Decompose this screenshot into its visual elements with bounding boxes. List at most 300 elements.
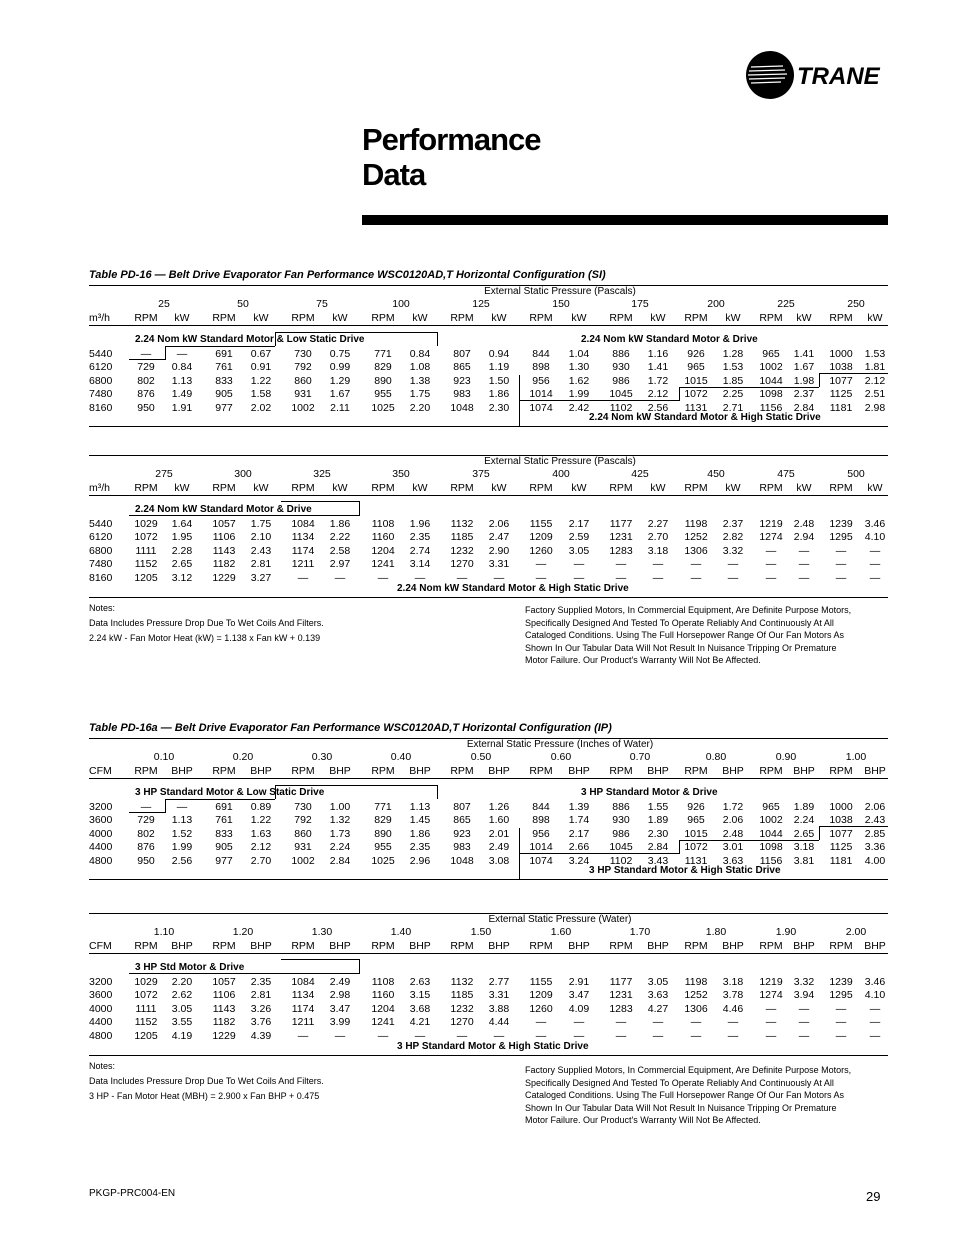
table-cell: 1295 <box>829 531 853 543</box>
table-cell: 1125 <box>829 841 853 853</box>
table-cell: 1155 <box>529 976 553 988</box>
airflow-value: 6800 <box>89 545 113 557</box>
table-cell: 1102 <box>609 402 633 414</box>
table-cell: — <box>798 545 810 557</box>
table-cell: 1.67 <box>329 388 351 400</box>
table-cell: — <box>456 1030 468 1042</box>
airflow-value: 4400 <box>89 841 113 853</box>
table-cell: 930 <box>612 814 630 826</box>
table-cell: 1.89 <box>793 801 815 813</box>
column-header: kW <box>332 482 348 494</box>
title-rule <box>362 215 888 225</box>
table-cell: 2.58 <box>329 545 351 557</box>
table-cell: 1.86 <box>488 388 510 400</box>
column-header: kW <box>412 312 428 324</box>
table-cell: 3.18 <box>647 545 669 557</box>
column-header: BHP <box>488 765 510 777</box>
table-cell: 1219 <box>759 976 783 988</box>
table-cell: 1231 <box>609 989 633 1001</box>
column-header: BHP <box>568 940 590 952</box>
table-cell: 3.47 <box>568 989 590 1001</box>
table-cell: 1077 <box>829 375 853 387</box>
table-cell: 1270 <box>450 558 474 570</box>
column-header: BHP <box>250 940 272 952</box>
column-header: RPM <box>759 312 783 324</box>
table-cell: 876 <box>137 388 155 400</box>
table-cell: 2.56 <box>647 402 669 414</box>
table-cell: 1.13 <box>409 801 431 813</box>
note-line: 2.24 kW - Fan Motor Heat (kW) = 1.138 x Fan kW + 0.139 <box>89 633 321 643</box>
table-cell: 1181 <box>829 402 853 414</box>
pressure-header: 0.40 <box>390 751 412 763</box>
table-cell: 860 <box>294 828 312 840</box>
pressure-header: 0.20 <box>232 751 254 763</box>
table-cell: 2.91 <box>568 976 590 988</box>
airflow-value: 3200 <box>89 976 113 988</box>
table-cell: 2.17 <box>568 828 590 840</box>
header-rule <box>89 325 888 326</box>
pressure-header: 450 <box>707 468 725 480</box>
table-cell: 1198 <box>684 976 708 988</box>
table-cell: 950 <box>137 855 155 867</box>
table-cell: — <box>652 1030 664 1042</box>
table-cell: — <box>615 558 627 570</box>
table-cell: 1106 <box>212 989 236 1001</box>
table-cell: 876 <box>137 841 155 853</box>
table-cell: 3.36 <box>864 841 886 853</box>
table-cell: 2.47 <box>488 531 510 543</box>
table-cell: 0.94 <box>488 348 510 360</box>
table-cell: 1306 <box>684 545 708 557</box>
table-cell: — <box>869 1003 881 1015</box>
column-header: kW <box>174 312 190 324</box>
table-cell: 1.55 <box>647 801 669 813</box>
column-header: RPM <box>134 940 158 952</box>
airflow-value: 8160 <box>89 402 113 414</box>
table-cell: — <box>727 1030 739 1042</box>
esp-label: External Static Pressure (Water) <box>488 914 632 925</box>
table-cell: 930 <box>612 361 630 373</box>
table-cell: — <box>493 1030 505 1042</box>
pressure-header: 175 <box>631 298 649 310</box>
table-cell: 1025 <box>371 855 395 867</box>
table-cell: 1205 <box>134 1030 158 1042</box>
footer-page-number: 29 <box>866 1189 881 1204</box>
column-header: kW <box>491 312 507 324</box>
table-cell: 730 <box>294 348 312 360</box>
pressure-header: 75 <box>316 298 328 310</box>
table-cell: 1204 <box>371 545 395 557</box>
table-cell: 1045 <box>609 388 633 400</box>
table-cell: 3.43 <box>647 855 669 867</box>
table-cell: 1174 <box>291 545 315 557</box>
table-cell: 1106 <box>212 531 236 543</box>
table-cell: 1.86 <box>409 828 431 840</box>
table-cell: — <box>573 572 585 584</box>
table-bottom-rule <box>89 879 888 880</box>
table-cell: 3.94 <box>793 989 815 1001</box>
table-cell: 1.98 <box>793 375 815 387</box>
table-cell: 886 <box>612 348 630 360</box>
table-cell: 1260 <box>529 545 553 557</box>
drive-boundary <box>359 501 360 516</box>
column-header: RPM <box>609 312 633 324</box>
table-cell: — <box>690 572 702 584</box>
table-cell: 1.96 <box>409 518 431 530</box>
table-cell: 4.10 <box>864 989 886 1001</box>
note-line: Data Includes Pressure Drop Due To Wet Coils And Filters. <box>89 618 324 628</box>
table-cell: 3.08 <box>488 855 510 867</box>
drive-note-low: 2.24 Nom kW Standard Motor & Low Static Drive <box>135 334 365 345</box>
pressure-header: 325 <box>313 468 331 480</box>
table-cell: 1072 <box>134 531 158 543</box>
flow-unit-header: CFM <box>89 765 112 777</box>
pressure-header: 25 <box>158 298 170 310</box>
pressure-header: 500 <box>847 468 865 480</box>
pressure-header: 375 <box>472 468 490 480</box>
drive-boundary <box>275 332 437 333</box>
table-cell: 3.46 <box>864 976 886 988</box>
trane-logo <box>745 50 895 100</box>
table-cell: 1131 <box>684 402 708 414</box>
table-cell: 2.37 <box>793 388 815 400</box>
table-cell: 1.41 <box>647 361 669 373</box>
table-bottom-rule <box>89 426 888 427</box>
table-cell: 2.22 <box>329 531 351 543</box>
table-cell: 1219 <box>759 518 783 530</box>
header-rule <box>89 953 888 954</box>
table-cell: 890 <box>374 375 392 387</box>
table-cell: 1211 <box>291 1016 315 1028</box>
table-cell: 2.20 <box>171 976 193 988</box>
column-header: RPM <box>450 940 474 952</box>
table-cell: — <box>835 545 847 557</box>
column-header: BHP <box>171 765 193 777</box>
table-cell: 0.84 <box>409 348 431 360</box>
table-cell: 1160 <box>371 989 395 1001</box>
drive-boundary <box>165 799 275 800</box>
table-cell: — <box>798 558 810 570</box>
table-cell: 2.70 <box>250 855 272 867</box>
table-cell: — <box>835 1003 847 1015</box>
airflow-value: 6120 <box>89 361 113 373</box>
table-cell: 1.91 <box>171 402 193 414</box>
airflow-value: 4800 <box>89 1030 113 1042</box>
column-header: BHP <box>329 940 351 952</box>
table-cell: 1156 <box>759 855 783 867</box>
column-header: kW <box>796 482 812 494</box>
table-cell: 1.58 <box>250 388 272 400</box>
table-cell: — <box>535 558 547 570</box>
table-cell: 1241 <box>371 1016 395 1028</box>
table-cell: 2.98 <box>864 402 886 414</box>
table-cell: 729 <box>137 814 155 826</box>
table-cell: 1.22 <box>250 375 272 387</box>
column-header: RPM <box>829 940 853 952</box>
table-cell: 1057 <box>212 976 236 988</box>
drive-boundary <box>679 387 819 388</box>
drive-boundary <box>819 826 888 827</box>
table-cell: 955 <box>374 841 392 853</box>
header-rule <box>89 495 888 496</box>
table-cell: 1002 <box>291 402 315 414</box>
table-cell: 4.09 <box>568 1003 590 1015</box>
table-cell: 1229 <box>212 1030 236 1042</box>
table-cell: 1.72 <box>647 375 669 387</box>
column-header: BHP <box>793 765 815 777</box>
column-header: RPM <box>609 482 633 494</box>
table-cell: 1182 <box>212 1016 236 1028</box>
table-cell: 931 <box>294 841 312 853</box>
table-cell: — <box>835 1030 847 1042</box>
table-cell: 1002 <box>759 361 783 373</box>
table-cell: 1.99 <box>568 388 590 400</box>
table-cell: 730 <box>294 801 312 813</box>
table-cell: 1143 <box>212 545 236 557</box>
table-cell: — <box>140 348 152 360</box>
column-header: kW <box>725 482 741 494</box>
table-cell: 1044 <box>759 828 783 840</box>
table-cell: 1077 <box>829 828 853 840</box>
table-cell: 2.74 <box>409 545 431 557</box>
table-cell: 2.84 <box>793 402 815 414</box>
airflow-value: 3200 <box>89 801 113 813</box>
airflow-value: 7480 <box>89 388 113 400</box>
table-cell: 0.99 <box>329 361 351 373</box>
pressure-header: 1.60 <box>550 926 572 938</box>
table-cell: 956 <box>532 828 550 840</box>
table-cell: 1134 <box>291 531 315 543</box>
table-cell: 807 <box>453 801 471 813</box>
table-cell: — <box>535 1016 547 1028</box>
table-cell: 3.63 <box>722 855 744 867</box>
note-line: 3 HP - Fan Motor Heat (MBH) = 2.900 x Fan BHP + 0.475 <box>89 1091 320 1101</box>
table-bottom-rule <box>89 1055 888 1056</box>
table-cell: 771 <box>374 801 392 813</box>
drive-boundary <box>281 501 359 502</box>
table-cell: — <box>535 572 547 584</box>
table-cell: 0.67 <box>250 348 272 360</box>
table-cell: 1025 <box>371 402 395 414</box>
pressure-header: 225 <box>777 298 795 310</box>
esp-label: External Static Pressure (Pascals) <box>484 286 636 297</box>
pressure-header: 1.00 <box>845 751 867 763</box>
column-header: BHP <box>409 765 431 777</box>
table-cell: — <box>798 572 810 584</box>
table-cell: 792 <box>294 814 312 826</box>
table-cell: 926 <box>687 801 705 813</box>
drive-note-high: 2.24 Nom kW Standard Motor & High Static Drive <box>589 412 821 423</box>
table-cell: 4.44 <box>488 1016 510 1028</box>
table-cell: 3.47 <box>329 1003 351 1015</box>
table-cell: 2.90 <box>488 545 510 557</box>
column-header: RPM <box>684 482 708 494</box>
column-header: RPM <box>212 765 236 777</box>
drive-boundary <box>679 840 819 841</box>
table-cell: 1002 <box>291 855 315 867</box>
table-cell: 2.24 <box>793 814 815 826</box>
table-cell: 983 <box>453 388 471 400</box>
table-cell: 965 <box>687 361 705 373</box>
column-header: RPM <box>684 312 708 324</box>
table-cell: 1.75 <box>250 518 272 530</box>
table-cell: 1209 <box>529 531 553 543</box>
table-cell: — <box>615 572 627 584</box>
airflow-value: 4000 <box>89 828 113 840</box>
table-cell: — <box>377 572 389 584</box>
pressure-header: 0.30 <box>311 751 333 763</box>
table-cell: — <box>377 1030 389 1042</box>
table-cell: 2.06 <box>864 801 886 813</box>
table-cell: 898 <box>532 361 550 373</box>
table-cell: 1239 <box>829 976 853 988</box>
pressure-header: 0.90 <box>775 751 797 763</box>
table-cell: 860 <box>294 375 312 387</box>
column-header: RPM <box>529 482 553 494</box>
table-cell: 2.01 <box>488 828 510 840</box>
column-header: RPM <box>450 482 474 494</box>
table-cell: 1098 <box>759 388 783 400</box>
drive-note-high: 3 HP Standard Motor & High Static Drive <box>589 865 781 876</box>
table-cell: — <box>765 545 777 557</box>
column-header: RPM <box>371 482 395 494</box>
table-caption-ip: Table PD-16a — Belt Drive Evaporator Fan Performance WSC0120AD,T Horizontal Configuration (IP) <box>89 722 612 734</box>
column-header: BHP <box>864 940 886 952</box>
table-cell: 886 <box>612 801 630 813</box>
table-cell: — <box>615 1030 627 1042</box>
table-cell: 1.13 <box>171 814 193 826</box>
table-cell: — <box>765 572 777 584</box>
table-cell: 905 <box>215 388 233 400</box>
table-cell: 1.64 <box>171 518 193 530</box>
table-cell: 802 <box>137 828 155 840</box>
pressure-header: 275 <box>155 468 173 480</box>
table-cell: — <box>765 1030 777 1042</box>
table-cell: 3.63 <box>647 989 669 1001</box>
table-cell: 1084 <box>291 518 315 530</box>
drive-note-low: 3 HP Standard Motor & Low Static Drive <box>135 787 325 798</box>
column-header: RPM <box>529 940 553 952</box>
table-cell: 1.29 <box>329 375 351 387</box>
page-title-line1: Performance <box>362 122 541 157</box>
column-header: RPM <box>371 940 395 952</box>
drive-boundary <box>129 359 165 360</box>
table-cell: 3.88 <box>488 1003 510 1015</box>
table-cell: 2.84 <box>647 841 669 853</box>
table-cell: 2.48 <box>722 828 744 840</box>
table-cell: 792 <box>294 361 312 373</box>
column-header: BHP <box>250 765 272 777</box>
table-cell: 1.85 <box>722 375 744 387</box>
table-cell: 1260 <box>529 1003 553 1015</box>
table-cell: 2.37 <box>722 518 744 530</box>
table-cell: 802 <box>137 375 155 387</box>
table-cell: 1204 <box>371 1003 395 1015</box>
table-cell: 0.84 <box>171 361 193 373</box>
table-cell: — <box>334 572 346 584</box>
table-cell: 1002 <box>759 814 783 826</box>
table-cell: 3.12 <box>171 572 193 584</box>
table-cell: 1015 <box>684 828 708 840</box>
pressure-header: 1.10 <box>153 926 175 938</box>
table-cell: 2.42 <box>568 402 590 414</box>
table-cell: 2.84 <box>329 855 351 867</box>
table-cell: 2.30 <box>647 828 669 840</box>
table-cell: 2.35 <box>409 841 431 853</box>
table-cell: 1098 <box>759 841 783 853</box>
table-cell: 905 <box>215 841 233 853</box>
brand-wordmark: TRANE <box>797 63 880 90</box>
airflow-value: 6120 <box>89 531 113 543</box>
table-cell: 1.26 <box>488 801 510 813</box>
footer-doc-number: PKGP-PRC004-EN <box>89 1188 176 1199</box>
drive-boundary <box>359 959 360 974</box>
pressure-header: 1.80 <box>705 926 727 938</box>
table-cell: 1198 <box>684 518 708 530</box>
table-cell: 965 <box>687 814 705 826</box>
drive-boundary <box>129 973 359 974</box>
table-cell: 1.04 <box>568 348 590 360</box>
table-cell: — <box>297 1030 309 1042</box>
column-header: BHP <box>488 940 510 952</box>
table-cell: 2.49 <box>488 841 510 853</box>
table-cell: 4.19 <box>171 1030 193 1042</box>
pressure-header: 150 <box>552 298 570 310</box>
table-cell: 1274 <box>759 531 783 543</box>
table-cell: 1252 <box>684 989 708 1001</box>
table-cell: 3.24 <box>568 855 590 867</box>
table-cell: 1.19 <box>488 361 510 373</box>
table-cell: 3.26 <box>250 1003 272 1015</box>
column-header: kW <box>412 482 428 494</box>
table-cell: — <box>869 558 881 570</box>
table-cell: 2.12 <box>864 375 886 387</box>
column-header: RPM <box>212 482 236 494</box>
table-cell: 3.18 <box>722 976 744 988</box>
table-cell: 2.10 <box>250 531 272 543</box>
table-cell: 1131 <box>684 855 708 867</box>
column-header: kW <box>725 312 741 324</box>
table-cell: 1152 <box>134 1016 158 1028</box>
drive-boundary <box>165 799 166 813</box>
table-cell: 3.27 <box>250 572 272 584</box>
table-cell: 2.65 <box>171 558 193 570</box>
table-cell: — <box>535 1030 547 1042</box>
table-cell: 3.18 <box>793 841 815 853</box>
table-cell: 1132 <box>450 976 474 988</box>
table-cell: — <box>869 1016 881 1028</box>
table-cell: 1.53 <box>864 348 886 360</box>
table-cell: 2.12 <box>250 841 272 853</box>
table-cell: 986 <box>612 375 630 387</box>
table-cell: 2.51 <box>864 388 886 400</box>
table-cell: 1283 <box>609 1003 633 1015</box>
table-cell: 1.38 <box>409 375 431 387</box>
table-cell: 2.27 <box>647 518 669 530</box>
table-cell: 1.08 <box>409 361 431 373</box>
table-cell: 1.49 <box>171 388 193 400</box>
table-cell: 1044 <box>759 375 783 387</box>
drive-boundary <box>165 346 166 360</box>
pressure-header: 300 <box>234 468 252 480</box>
motor-disclaimer-ip: Factory Supplied Motors, In Commercial Equipment, Are Definite Purpose Motors, Specifically Designed And Tested To Operate Reliably And Continuously At All Cataloged Conditions. Using The Full Horsepower Range Of Our Fan Motors As Shown In Our Tabular Data Will Not Result In Nuisance Tripping Or Premature Motor Failure. Our Product's Warranty Will Not Be Affected. <box>525 1065 852 1126</box>
table-cell: 965 <box>762 348 780 360</box>
flow-unit-header: m³/h <box>89 482 110 494</box>
table-cell: 2.62 <box>171 989 193 1001</box>
column-header: kW <box>332 312 348 324</box>
table-cell: 2.65 <box>793 828 815 840</box>
column-header: kW <box>867 482 883 494</box>
